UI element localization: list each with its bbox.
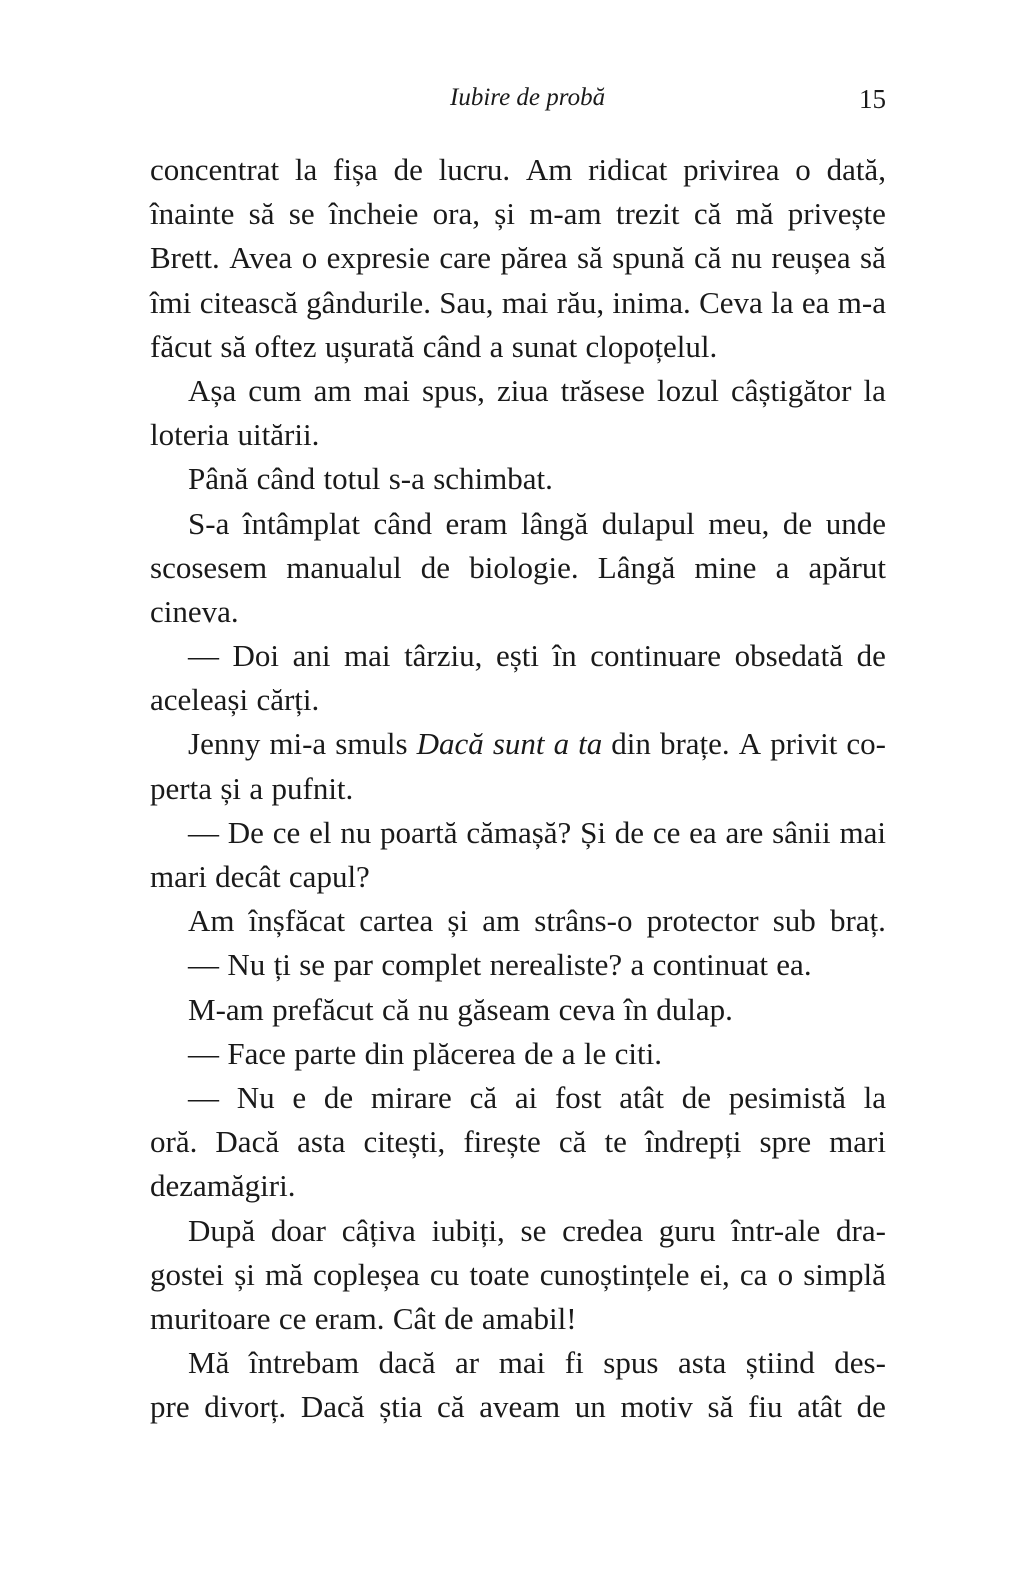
word: smuls bbox=[335, 726, 408, 762]
word: e bbox=[292, 1079, 307, 1115]
word: gândurile. bbox=[306, 284, 431, 320]
word: mai bbox=[363, 372, 411, 408]
page-number: 15 bbox=[859, 84, 886, 114]
text-line bbox=[150, 1164, 886, 1208]
word: trezit bbox=[615, 196, 680, 232]
word: nu bbox=[730, 240, 762, 276]
text-line bbox=[150, 899, 886, 943]
word: cămașă? bbox=[466, 814, 572, 850]
word: toate bbox=[469, 1256, 530, 1292]
word: ca bbox=[739, 1256, 768, 1292]
word: la bbox=[294, 152, 318, 187]
word: Dacă bbox=[215, 1124, 280, 1160]
word: obsedată bbox=[734, 638, 844, 674]
word: de bbox=[782, 505, 813, 541]
word: de bbox=[856, 1389, 886, 1425]
word: nu bbox=[340, 814, 372, 850]
word: la bbox=[863, 372, 886, 408]
text-line bbox=[150, 1076, 886, 1120]
word: o bbox=[301, 240, 318, 276]
word: să bbox=[707, 1389, 734, 1425]
word: la bbox=[863, 1079, 886, 1115]
word: iubiți, bbox=[431, 1212, 505, 1248]
word: apărut bbox=[808, 549, 886, 585]
word: o bbox=[795, 152, 811, 187]
word: Face bbox=[227, 1035, 286, 1071]
word: la bbox=[771, 284, 794, 320]
text-line bbox=[150, 1120, 886, 1164]
text-line bbox=[150, 502, 886, 546]
word: mi-a bbox=[269, 726, 327, 762]
word: privește bbox=[787, 196, 886, 232]
word: Dacă bbox=[416, 726, 484, 762]
word: Ceva bbox=[699, 284, 763, 320]
word: protector bbox=[646, 903, 759, 939]
word: Nu bbox=[236, 1079, 275, 1115]
word: clopoțelul. bbox=[585, 328, 718, 364]
word: rău, bbox=[556, 284, 605, 320]
word: ani bbox=[292, 638, 331, 674]
word: S-a bbox=[188, 505, 230, 541]
word: s-a bbox=[388, 461, 425, 497]
word: reușea bbox=[771, 240, 851, 276]
word: asta bbox=[297, 1124, 346, 1160]
body-text bbox=[150, 148, 886, 1429]
word: cunoștințele bbox=[539, 1256, 690, 1292]
word: am bbox=[482, 903, 521, 939]
word: asta bbox=[678, 1345, 727, 1381]
word: prefăcut bbox=[272, 991, 374, 1027]
word: ta bbox=[578, 726, 603, 762]
word: Și bbox=[580, 814, 606, 850]
word: ceva bbox=[558, 991, 616, 1027]
word: — bbox=[188, 814, 219, 850]
word: continuare bbox=[590, 638, 722, 674]
text-line bbox=[150, 281, 886, 325]
word: nerealiste? bbox=[489, 947, 623, 983]
word: m-am bbox=[529, 196, 602, 232]
word: cineva. bbox=[150, 593, 239, 629]
word: când bbox=[422, 328, 482, 364]
word: el bbox=[309, 814, 332, 850]
text-line bbox=[150, 457, 886, 501]
word: dulapul bbox=[601, 505, 695, 541]
word: întâmplat bbox=[242, 505, 360, 541]
word: ți bbox=[273, 947, 291, 983]
word: ora, bbox=[432, 196, 480, 232]
running-title: Iubire de probă bbox=[450, 84, 606, 111]
word: și bbox=[220, 770, 242, 806]
word: că bbox=[382, 991, 410, 1027]
word: divorț. bbox=[204, 1389, 287, 1425]
word: încheie bbox=[328, 196, 419, 232]
word: de bbox=[323, 1079, 354, 1115]
word: privirea bbox=[683, 152, 780, 187]
text-line bbox=[150, 413, 886, 457]
word: ei, bbox=[699, 1256, 730, 1292]
word: cum bbox=[248, 372, 302, 408]
word: dezamăgiri. bbox=[150, 1168, 296, 1204]
word: sunt bbox=[492, 726, 545, 762]
word: parte bbox=[294, 1035, 357, 1071]
text-line bbox=[150, 590, 886, 634]
text-line bbox=[150, 1032, 886, 1076]
word: te bbox=[604, 1124, 627, 1160]
word: atât bbox=[797, 1389, 842, 1425]
word: dulap. bbox=[656, 991, 733, 1027]
word: și bbox=[494, 196, 515, 232]
word: de bbox=[524, 1035, 554, 1071]
word: când bbox=[373, 505, 433, 541]
word: credea bbox=[562, 1212, 643, 1248]
word: cu bbox=[429, 1256, 460, 1292]
word: înșfăcat bbox=[248, 903, 346, 939]
word: Așa bbox=[188, 372, 237, 408]
word: să bbox=[248, 196, 275, 232]
word: se bbox=[520, 1212, 547, 1248]
word: Brett. bbox=[150, 240, 220, 276]
word: guru bbox=[658, 1212, 716, 1248]
word: brațe. bbox=[659, 726, 730, 762]
word: cartea bbox=[359, 903, 434, 939]
word: mai bbox=[501, 284, 549, 320]
text-line bbox=[150, 1253, 886, 1297]
text-line bbox=[150, 678, 886, 722]
word: spus bbox=[603, 1345, 659, 1381]
word: oftez bbox=[254, 328, 317, 364]
word: expresie bbox=[326, 240, 430, 276]
word: ce bbox=[272, 814, 301, 850]
word: care bbox=[439, 240, 491, 276]
word: schimbat. bbox=[433, 461, 553, 497]
word: biologie. bbox=[469, 549, 579, 585]
word: poartă bbox=[380, 814, 458, 850]
word: aceleași bbox=[150, 682, 249, 718]
word: mirare bbox=[370, 1079, 452, 1115]
text-line bbox=[150, 192, 886, 236]
word: că bbox=[694, 240, 722, 276]
word: îmi bbox=[150, 284, 192, 320]
word: într-ale bbox=[731, 1212, 821, 1248]
word: mă bbox=[735, 196, 774, 232]
word: inima. bbox=[612, 284, 691, 320]
word: are bbox=[725, 814, 764, 850]
word: fi bbox=[564, 1345, 584, 1381]
word: motiv bbox=[620, 1389, 693, 1425]
word: ar bbox=[455, 1345, 480, 1381]
word: perta bbox=[150, 770, 212, 806]
text-line bbox=[150, 1341, 886, 1385]
word: în bbox=[552, 638, 577, 674]
word: totul bbox=[323, 461, 381, 497]
word: și bbox=[447, 903, 469, 939]
text-line bbox=[150, 236, 886, 280]
word: De bbox=[227, 814, 264, 850]
word: atât bbox=[619, 1079, 664, 1115]
word: ce bbox=[652, 814, 681, 850]
word: că bbox=[558, 1124, 587, 1160]
word: târziu, bbox=[404, 638, 483, 674]
word: citi. bbox=[614, 1035, 662, 1071]
word: sub bbox=[772, 903, 816, 939]
word: — bbox=[188, 947, 219, 983]
word: eram. bbox=[314, 1300, 385, 1336]
word: privit bbox=[770, 726, 838, 762]
word: pre bbox=[150, 1389, 190, 1425]
word: din bbox=[611, 726, 651, 762]
text-line bbox=[150, 943, 886, 987]
word: fișa bbox=[333, 152, 378, 187]
word: copleșea bbox=[313, 1256, 420, 1292]
word: Cât bbox=[392, 1300, 436, 1336]
word: plăcerea bbox=[412, 1035, 516, 1071]
word: nu bbox=[417, 991, 449, 1027]
text-line bbox=[150, 767, 886, 811]
word: știa bbox=[379, 1389, 423, 1425]
word: gostei bbox=[150, 1256, 225, 1292]
word: trăsese bbox=[560, 372, 645, 408]
word: decât bbox=[215, 859, 281, 894]
word: mari bbox=[150, 859, 207, 894]
word: citești, bbox=[363, 1124, 446, 1160]
word: mă bbox=[265, 1256, 303, 1292]
word: făcut bbox=[150, 328, 212, 364]
word: că bbox=[469, 1079, 498, 1115]
word: ea bbox=[801, 284, 830, 320]
word: a bbox=[561, 1035, 576, 1071]
word: După bbox=[188, 1212, 256, 1248]
word: lângă bbox=[521, 505, 589, 541]
word: mai bbox=[344, 638, 391, 674]
word: un bbox=[574, 1389, 606, 1425]
word: din bbox=[364, 1035, 405, 1071]
text-line bbox=[150, 811, 886, 855]
word: Lângă bbox=[597, 549, 676, 585]
word: unde bbox=[825, 505, 886, 541]
word: — bbox=[188, 1079, 219, 1115]
word: loteria bbox=[150, 417, 230, 453]
word: firește bbox=[463, 1124, 541, 1160]
word: Am bbox=[525, 152, 573, 187]
word: strâns-o bbox=[534, 903, 633, 939]
word: de bbox=[393, 152, 423, 187]
text-line bbox=[150, 855, 886, 899]
word: simplă bbox=[803, 1256, 886, 1292]
text-line bbox=[150, 546, 886, 590]
word: că bbox=[693, 196, 722, 232]
word: a bbox=[249, 770, 264, 806]
word: amabil! bbox=[481, 1300, 577, 1336]
word: știind bbox=[745, 1345, 815, 1381]
word: spună bbox=[612, 240, 685, 276]
word: câțiva bbox=[341, 1212, 416, 1248]
word: m-a bbox=[837, 284, 886, 320]
word: când bbox=[256, 461, 316, 497]
word: continuat bbox=[652, 947, 768, 983]
word: ziua bbox=[496, 372, 549, 408]
word: de bbox=[614, 814, 645, 850]
word: se bbox=[299, 947, 326, 983]
word: dacă bbox=[378, 1345, 436, 1381]
word: de bbox=[420, 549, 451, 585]
word: Jenny bbox=[188, 726, 261, 762]
word: fost bbox=[554, 1079, 602, 1115]
word: ridicat bbox=[588, 152, 668, 187]
word: A bbox=[738, 726, 762, 762]
word: găseam bbox=[457, 991, 551, 1027]
word: a bbox=[489, 328, 504, 364]
word: Doi bbox=[232, 638, 280, 674]
word: sunat bbox=[511, 328, 578, 364]
word: dra- bbox=[836, 1212, 886, 1248]
word: meu, bbox=[708, 505, 770, 541]
word: Sau, bbox=[439, 284, 494, 320]
text-line bbox=[150, 722, 886, 766]
word: ești bbox=[495, 638, 539, 674]
word: ce bbox=[278, 1300, 307, 1336]
word: să bbox=[860, 240, 886, 276]
word: braț. bbox=[829, 903, 886, 939]
word: dată, bbox=[826, 152, 886, 187]
running-head bbox=[150, 80, 886, 120]
word: ușurată bbox=[324, 328, 415, 364]
text-line bbox=[150, 634, 886, 678]
word: sânii bbox=[772, 814, 831, 850]
text-line bbox=[150, 148, 886, 192]
word: scosesem bbox=[150, 549, 268, 585]
word: a bbox=[775, 549, 790, 585]
word: uitării. bbox=[237, 417, 320, 453]
word: mai bbox=[839, 814, 886, 850]
word: lozul bbox=[656, 372, 719, 408]
word: co- bbox=[846, 726, 886, 762]
word: doar bbox=[270, 1212, 327, 1248]
word: se bbox=[288, 196, 315, 232]
word: am bbox=[313, 372, 352, 408]
word: pesimistă bbox=[728, 1079, 846, 1115]
word: le bbox=[583, 1035, 607, 1071]
word: să bbox=[220, 328, 247, 364]
word: înainte bbox=[150, 196, 235, 232]
word: — bbox=[188, 1035, 219, 1071]
word: a bbox=[553, 726, 570, 762]
word: îndrepți bbox=[644, 1124, 742, 1160]
text-line bbox=[150, 1385, 886, 1429]
word: câștigător bbox=[730, 372, 852, 408]
text-line bbox=[150, 988, 886, 1032]
word: eram bbox=[445, 505, 508, 541]
text-line bbox=[150, 1209, 886, 1253]
text-line bbox=[150, 369, 886, 413]
word: Avea bbox=[229, 240, 293, 276]
word: muritoare bbox=[150, 1300, 271, 1336]
word: mai bbox=[498, 1345, 546, 1381]
text-line bbox=[150, 325, 886, 369]
word: lucru. bbox=[438, 152, 511, 187]
text-line bbox=[150, 1297, 886, 1341]
word: M-am bbox=[188, 991, 264, 1027]
word: complet bbox=[381, 947, 482, 983]
word: concentrat bbox=[150, 152, 280, 187]
word: a bbox=[630, 947, 645, 983]
word: des- bbox=[834, 1345, 886, 1381]
word: — bbox=[188, 638, 219, 674]
word: o bbox=[777, 1256, 794, 1292]
word: ai bbox=[514, 1079, 538, 1115]
word: părea bbox=[500, 240, 568, 276]
word: oră. bbox=[150, 1124, 198, 1160]
word: să bbox=[576, 240, 603, 276]
word: întrebam bbox=[248, 1345, 360, 1381]
word: capul? bbox=[288, 859, 370, 894]
word: de bbox=[444, 1300, 474, 1336]
word: cărți. bbox=[256, 682, 320, 718]
word: și bbox=[234, 1256, 255, 1292]
word: aveam bbox=[479, 1389, 561, 1425]
word: par bbox=[333, 947, 373, 983]
word: în bbox=[623, 991, 648, 1027]
word: manualul bbox=[286, 549, 402, 585]
word: citească bbox=[199, 284, 298, 320]
word: ea. bbox=[776, 947, 812, 983]
word: Am bbox=[188, 903, 235, 939]
word: Dacă bbox=[300, 1389, 365, 1425]
word: de bbox=[681, 1079, 711, 1115]
word: pufnit. bbox=[271, 770, 354, 806]
word: Mă bbox=[188, 1345, 230, 1381]
word: mine bbox=[694, 549, 757, 585]
word: Până bbox=[188, 461, 249, 497]
word: mari bbox=[829, 1124, 886, 1160]
word: ea bbox=[689, 814, 717, 850]
word: că bbox=[436, 1389, 465, 1425]
word: spus, bbox=[422, 372, 485, 408]
word: spre bbox=[759, 1124, 812, 1160]
word: de bbox=[856, 638, 886, 674]
word: Nu bbox=[227, 947, 266, 983]
word: fiu bbox=[748, 1389, 783, 1425]
